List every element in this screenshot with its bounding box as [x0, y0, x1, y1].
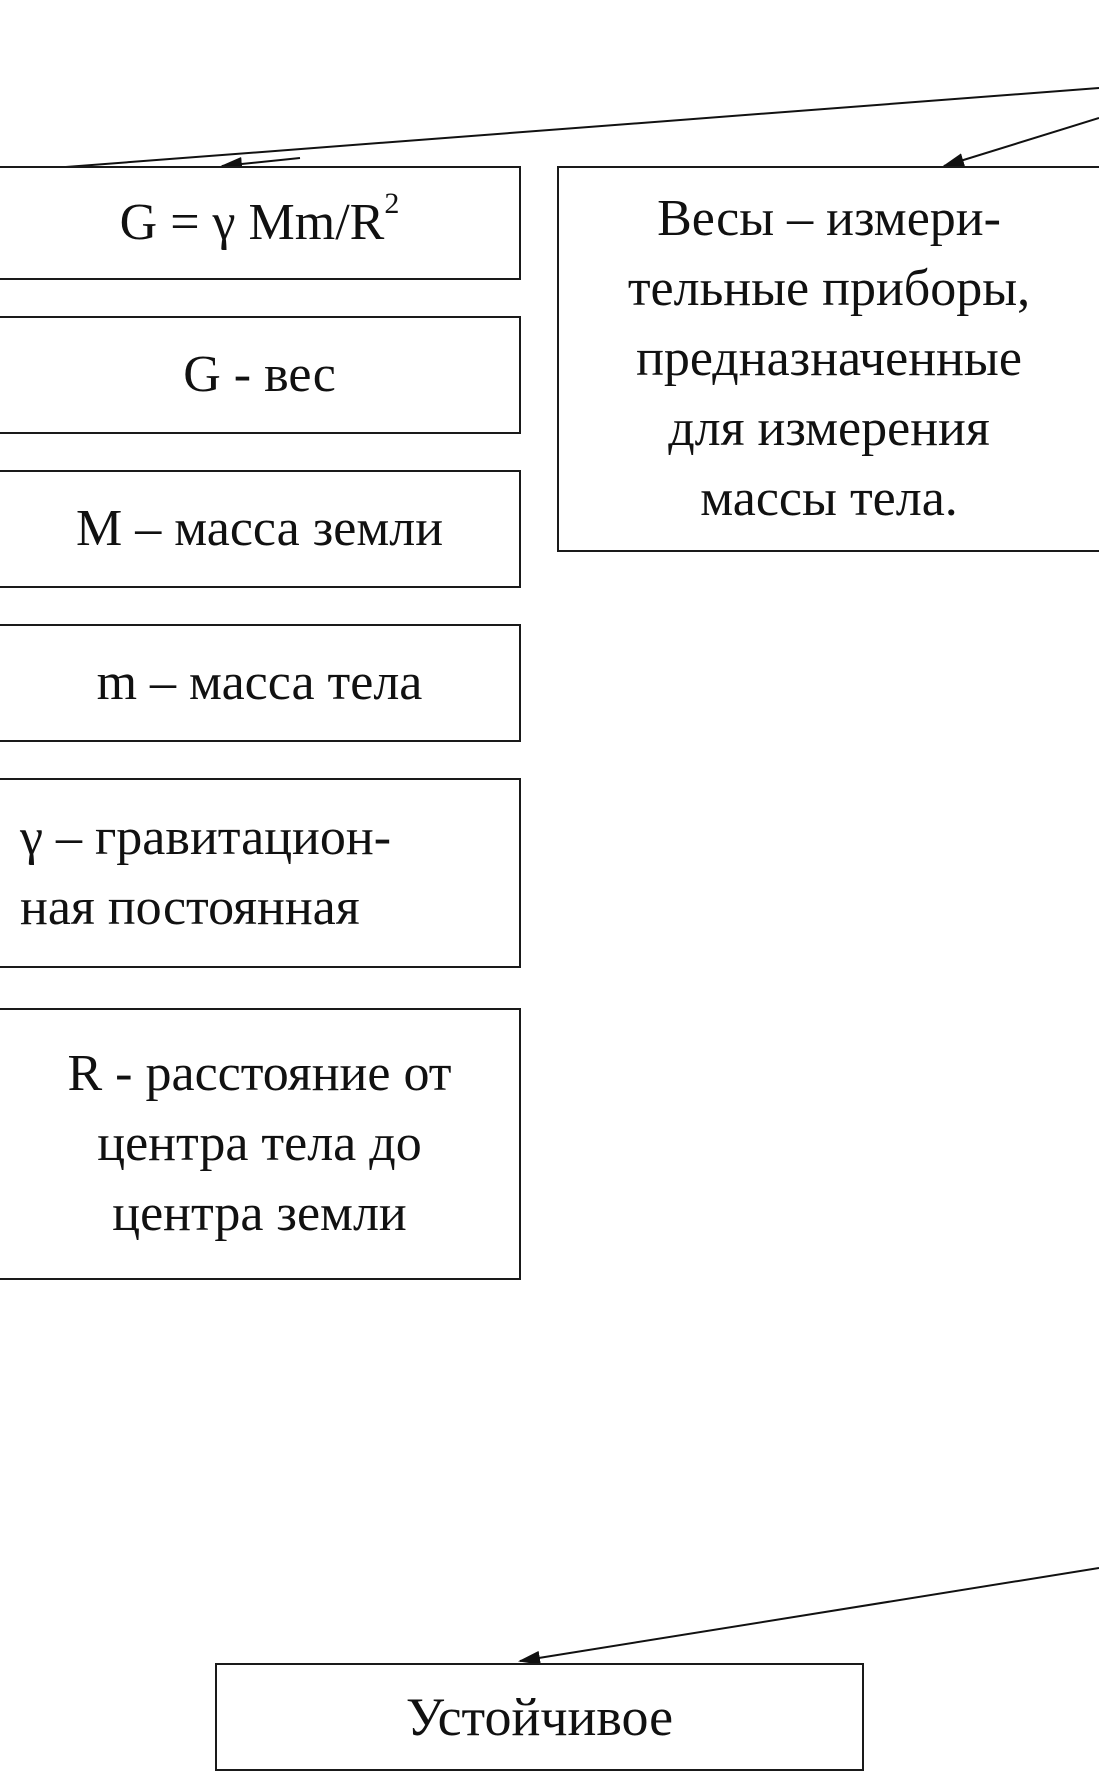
scales-note-box — [557, 166, 1099, 552]
definition-weight-text: G - вес — [183, 346, 336, 403]
definition-earth-mass-text: M – масса земли — [75, 500, 444, 557]
definition-distance-text: R - расстояние от центра тела до центра земли — [67, 1045, 452, 1242]
arrow-to-scales — [944, 118, 1099, 166]
formula-box — [0, 166, 521, 280]
stable-box — [215, 1663, 864, 1771]
scales-note-text: Весы – измери- тельные приборы, предназначенные для измерения массы тела. — [627, 190, 1031, 527]
arrow-to-formula — [0, 88, 1099, 172]
definition-body-mass — [0, 624, 521, 742]
definition-body-mass-text: m – масса тела — [96, 654, 423, 711]
definition-weight — [0, 316, 521, 434]
definition-gravitational-constant-text: γ – гравитацион- ная постоянная — [20, 809, 392, 936]
arrow-head-formula — [222, 158, 300, 166]
definition-gravitational-constant — [0, 778, 521, 968]
formula-exponent: 2 — [384, 187, 400, 220]
definition-distance — [0, 1008, 521, 1280]
definition-earth-mass — [0, 470, 521, 588]
formula-text: G = γ $Mm/R^2$ — [119, 187, 400, 251]
stable-box-text: Устойчивое — [405, 1687, 674, 1747]
arrow-to-bottom — [520, 1568, 1099, 1661]
